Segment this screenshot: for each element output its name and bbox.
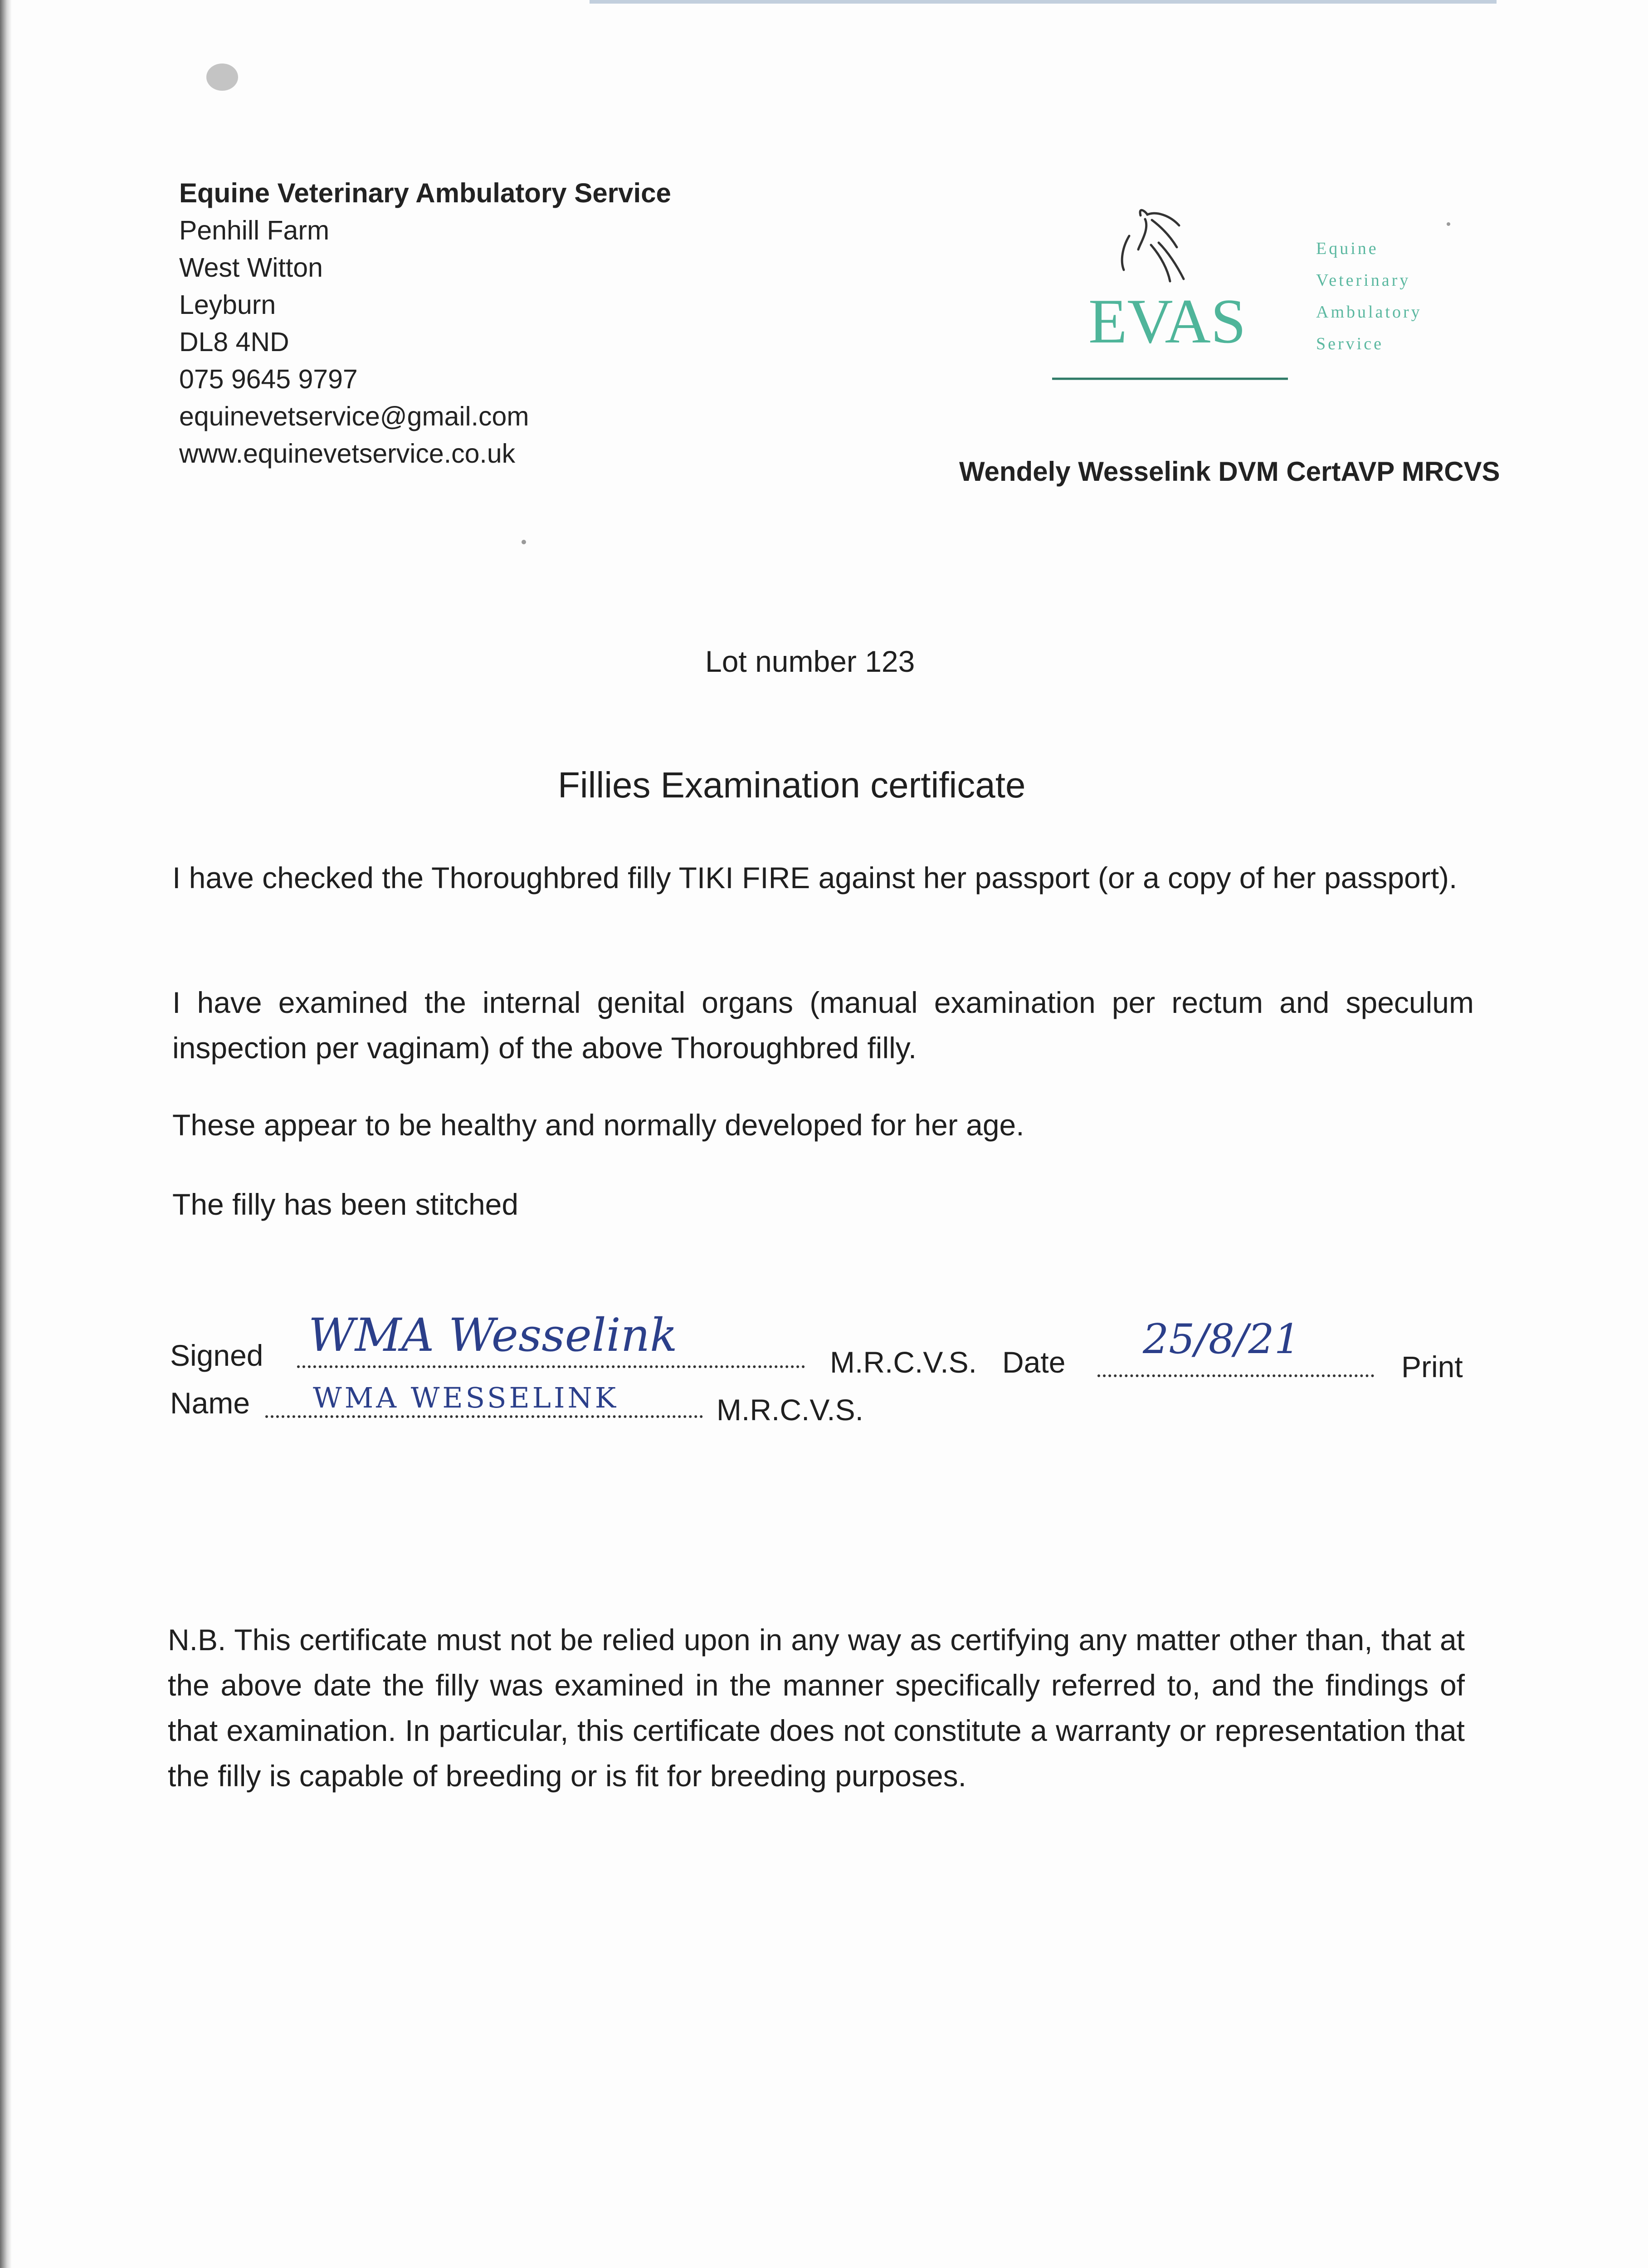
logo-word: Veterinary xyxy=(1316,271,1411,290)
address-line: Leyburn xyxy=(179,290,276,320)
logo-abbreviation: EVAS xyxy=(1088,286,1246,357)
horse-head-icon xyxy=(1122,210,1184,281)
disclaimer-paragraph: N.B. This certificate must not be relied upon in any way as certifying any matter other than, that at the above date the filly was examined in the manner specifically referred to, and the findings of that examination. In particular, this certificate does not constitute a warranty or representation that the filly is capable of breeding or is fit for breeding purposes. xyxy=(168,1623,1465,1793)
logo-word: Service xyxy=(1316,334,1384,353)
scan-edge-shadow xyxy=(0,0,12,2268)
email-address: equinevetservice@gmail.com xyxy=(179,401,529,431)
logo-word: Ambulatory xyxy=(1316,303,1422,322)
handwritten-name: WMA WESSELINK xyxy=(313,1381,619,1414)
scan-speck xyxy=(206,64,238,91)
address-line: West Witton xyxy=(179,253,323,283)
date-dotted-line xyxy=(1097,1374,1374,1377)
handwritten-date: 25/8/21 xyxy=(1143,1315,1300,1363)
print-label: Print xyxy=(1401,1350,1463,1383)
logo-word: Equine xyxy=(1316,239,1379,258)
stitched-paragraph: The filly has been stitched xyxy=(172,1188,519,1221)
name-mrcvs-label: M.R.C.V.S. xyxy=(717,1393,863,1427)
phone-number: 075 9645 9797 xyxy=(179,364,358,394)
lot-number: Lot number 123 xyxy=(705,645,915,678)
evas-logo xyxy=(1048,202,1456,383)
name-label: Name xyxy=(170,1386,250,1420)
health-paragraph: These appear to be healthy and normally developed for her age. xyxy=(172,1108,1024,1142)
date-label: Date xyxy=(1002,1345,1066,1379)
scan-speck xyxy=(522,540,526,544)
address-line: Penhill Farm xyxy=(179,215,330,245)
mrcvs-label: M.R.C.V.S. xyxy=(830,1345,977,1379)
passport-check-paragraph: I have checked the Thoroughbred filly TIKI FIRE against her passport (or a copy of her passport). xyxy=(172,861,1458,894)
letterhead-address xyxy=(179,175,671,472)
website-url: www.equinevetservice.co.uk xyxy=(179,439,516,469)
address-line: DL8 4ND xyxy=(179,327,289,357)
organization-name: Equine Veterinary Ambulatory Service xyxy=(179,178,671,208)
examination-paragraph: I have examined the internal genital organs (manual examination per rectum and speculum inspection per vaginam) of the above Thoroughbred filly. xyxy=(172,986,1474,1065)
signature-dotted-line xyxy=(297,1365,805,1368)
certificate-title: Fillies Examination certificate xyxy=(558,765,1026,805)
name-dotted-line xyxy=(265,1415,703,1418)
scan-top-edge xyxy=(590,0,1497,4)
veterinarian-name: Wendely Wesselink DVM CertAVP MRCVS xyxy=(959,456,1500,487)
handwritten-signature: WMA Wesselink xyxy=(308,1309,678,1362)
signed-label: Signed xyxy=(170,1339,263,1372)
